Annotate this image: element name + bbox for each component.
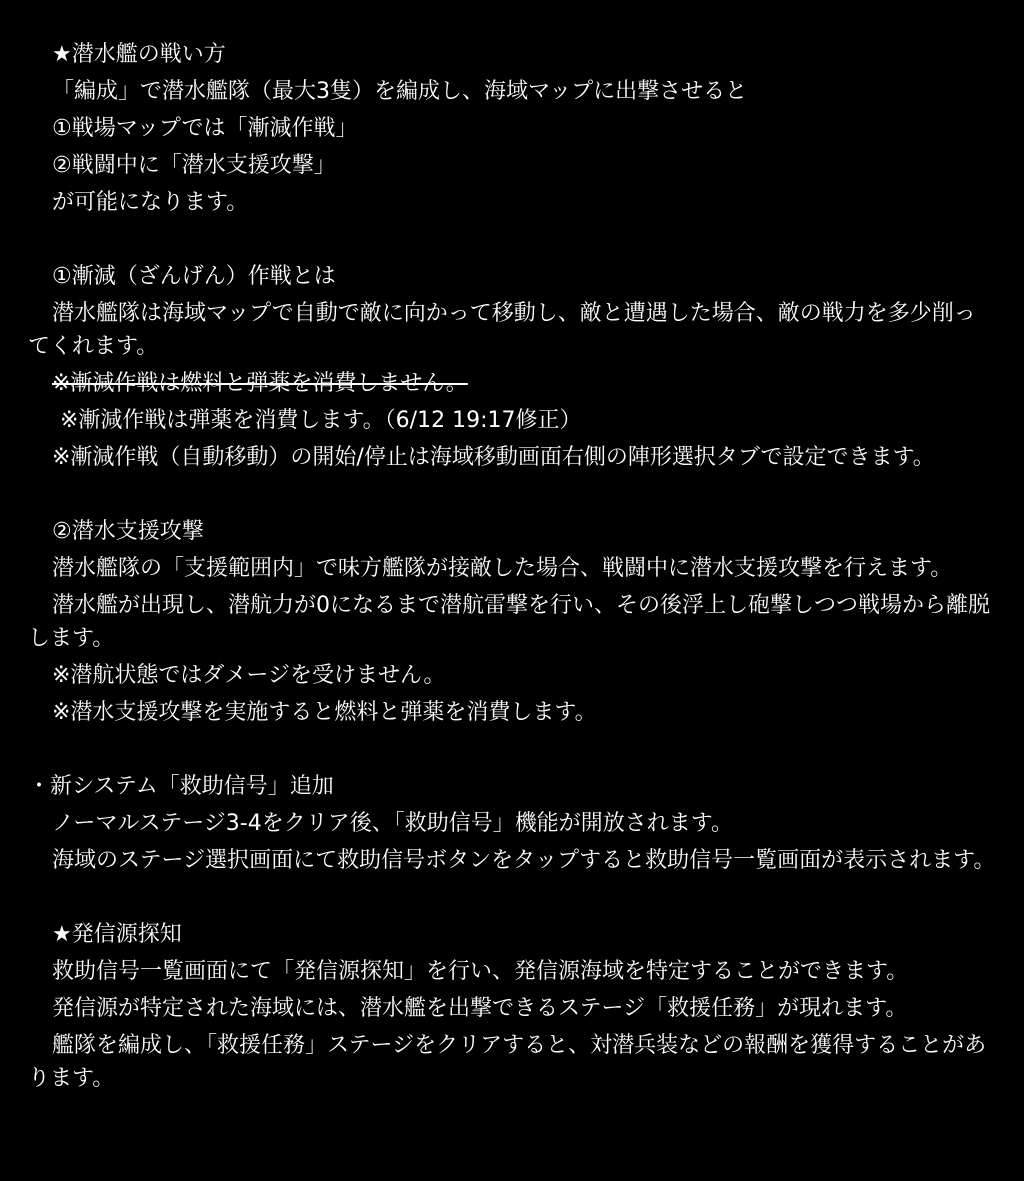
support-attack-body2: 潜水艦が出現し、潜航力が0になるまで潜航雷撃を行い、その後浮上し砲撃しつつ戦場から離脱します。 <box>28 593 991 651</box>
submarine-tactics-intro: 「編成」で潜水艦隊（最大3隻）を編成し、海域マップに出撃させると <box>52 79 748 104</box>
source-search-body1: 救助信号一覧画面にて「発信源探知」を行い、発信源海域を特定することができます。 <box>52 959 909 984</box>
submarine-tactics-item2: ②戦闘中に「潜水支援攻撃」 <box>52 153 336 178</box>
attrition-corrected-note: ※漸減作戦は弾薬を消費します。（6/12 19:17修正） <box>60 408 582 433</box>
submarine-tactics-closing: が可能になります。 <box>52 190 249 215</box>
attrition-struck-note: ※漸減作戦は燃料と弾薬を消費しません。 <box>52 371 468 396</box>
attrition-control-note: ※漸減作戦（自動移動）の開始/停止は海域移動画面右側の陣形選択タブで設定できます。 <box>52 445 935 470</box>
attrition-section <box>28 260 996 474</box>
support-attack-note2: ※潜水支援攻撃を実施すると燃料と弾薬を消費します。 <box>52 700 597 725</box>
spacer <box>28 733 996 770</box>
source-search-body2: 発信源が特定された海域には、潜水艦を出撃できるステージ「救援任務」が現れます。 <box>52 996 908 1021</box>
rescue-signal-body2: 海域のステージ選択画面にて救助信号ボタンをタップすると救助信号一覧画面が表示されます。 <box>52 848 996 873</box>
attrition-heading: ①漸減（ざんげん）作戦とは <box>52 264 336 289</box>
support-attack-heading: ②潜水支援攻撃 <box>52 519 204 544</box>
rescue-signal-heading: ・新システム「救助信号」追加 <box>28 774 334 799</box>
source-search-body3: 艦隊を編成し、「救援任務」ステージをクリアすると、対潜兵装などの報酬を獲得することがあります。 <box>28 1033 987 1091</box>
submarine-tactics-section <box>28 38 996 219</box>
spacer <box>28 478 996 515</box>
support-attack-body1: 潜水艦隊の「支援範囲内」で味方艦隊が接敵した場合、戦闘中に潜水支援攻撃を行えます。 <box>52 556 953 581</box>
source-search-section <box>28 918 996 1095</box>
rescue-signal-section <box>28 770 996 877</box>
submarine-tactics-heading: ★潜水艦の戦い方 <box>52 42 226 67</box>
submarine-tactics-item1: ①戦場マップでは「漸減作戦」 <box>52 116 358 141</box>
spacer <box>28 223 996 260</box>
rescue-signal-body1: ノーマルステージ3-4をクリア後、「救助信号」機能が開放されます。 <box>52 811 733 836</box>
spacer <box>28 881 996 918</box>
support-attack-note1: ※潜航状態ではダメージを受けません。 <box>52 663 446 688</box>
support-attack-section <box>28 515 996 729</box>
attrition-body: 潜水艦隊は海域マップで自動で敵に向かって移動し、敵と遭遇した場合、敵の戦力を多少削ってくれます。 <box>28 301 976 359</box>
source-search-heading: ★発信源探知 <box>52 922 182 947</box>
